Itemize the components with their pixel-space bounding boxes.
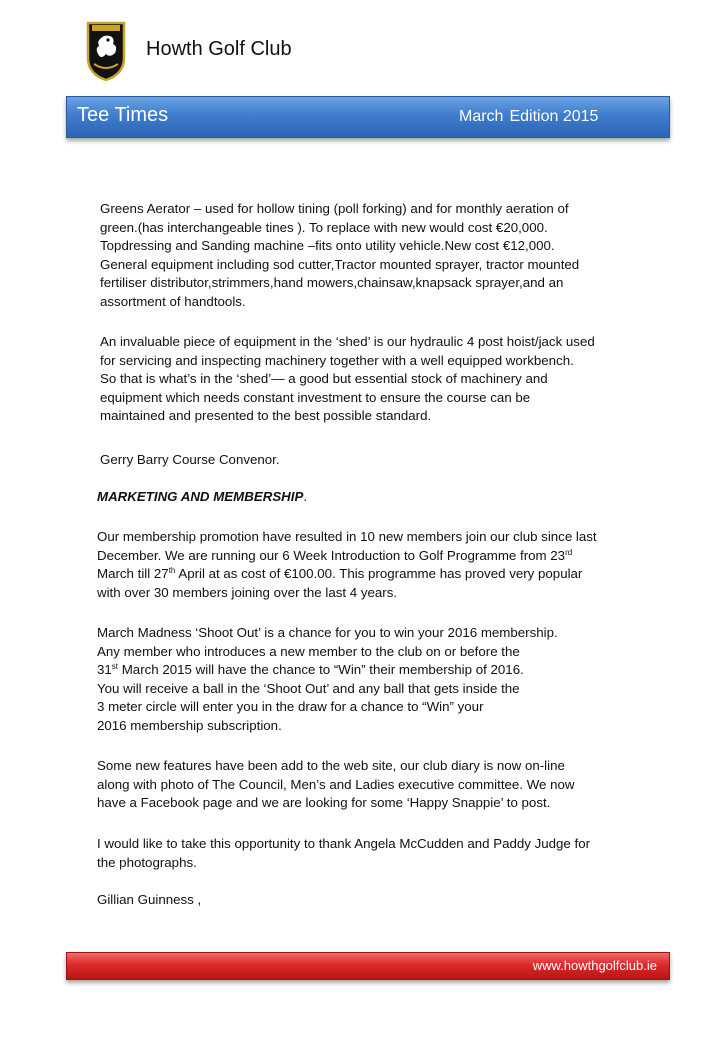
text-line: Any member who introduces a new member to the club on or before the xyxy=(97,643,520,659)
edition-month: March xyxy=(459,108,504,125)
text-line: along with photo of The Council, Men’s and Ladies executive committee. We now xyxy=(97,776,575,792)
heading-period: . xyxy=(303,489,308,504)
text-line: 2016 membership subscription. xyxy=(97,717,282,733)
text-line xyxy=(97,547,597,566)
text-line: March Madness ‘Shoot Out’ is a chance for you to win your 2016 membership. xyxy=(97,625,558,640)
thanks-paragraph xyxy=(97,835,590,872)
text-line: So that is what’s in the ‘shed’— a good but essential stock of machinery and xyxy=(100,371,548,386)
text-line: You will receive a ball in the ‘Shoot Out’ and any ball that gets inside the xyxy=(97,680,520,696)
marketing-heading xyxy=(97,488,307,507)
text-line: the photographs. xyxy=(97,854,197,870)
text-line: for servicing and inspecting machinery together with a well equipped workbench. xyxy=(100,352,574,368)
website-paragraph xyxy=(97,757,574,813)
text-line: with over 30 members joining over the last 4 years. xyxy=(97,584,398,600)
footer-banner xyxy=(66,952,670,980)
club-crest-logo xyxy=(84,20,128,82)
crest-icon xyxy=(84,20,128,82)
signature-text: Gillian Guinness , xyxy=(97,892,202,907)
text-line: General equipment including sod cutter,Tractor mounted sprayer, tractor mounted xyxy=(100,256,580,272)
text-span: March till 27 xyxy=(97,566,169,581)
text-line xyxy=(97,565,597,584)
text-line xyxy=(97,661,558,680)
text-line: equipment which needs constant investment to ensure the course can be xyxy=(100,389,531,405)
text-span: 31 xyxy=(97,662,112,677)
equipment-paragraph xyxy=(100,200,579,311)
text-line: have a Facebook page and we are looking for some ‘Happy Snappie’ to post. xyxy=(97,795,551,810)
ordinal-suffix: st xyxy=(111,662,119,671)
text-span: March 2015 will have the chance to “Win” their membership of 2016. xyxy=(118,662,524,677)
newsletter-title: Tee Times xyxy=(77,104,169,126)
text-line: Our membership promotion have resulted in 10 new members join our club since last xyxy=(97,529,597,544)
signature-text: Gerry Barry Course Convenor. xyxy=(100,452,280,467)
text-line: green.(has interchangeable tines ). To replace with new would cost €20,000. xyxy=(100,219,548,235)
text-line: maintained and presented to the best possible standard. xyxy=(100,408,432,423)
website-link[interactable]: www.howthgolfclub.ie xyxy=(532,958,657,973)
promotion-paragraph xyxy=(97,528,597,602)
ordinal-suffix: th xyxy=(168,566,176,575)
text-line: assortment of handtools. xyxy=(100,293,246,309)
section-heading: MARKETING AND MEMBERSHIP xyxy=(97,489,304,504)
title-banner xyxy=(66,96,670,138)
march-madness-paragraph xyxy=(97,624,558,735)
marketing-signature xyxy=(97,891,201,910)
text-line: Some new features have been add to the web site, our club diary is now on-line xyxy=(97,758,565,773)
text-line: 3 meter circle will enter you in the draw for a chance to “Win” your xyxy=(97,699,484,714)
ordinal-suffix: rd xyxy=(565,547,573,557)
text-line: An invaluable piece of equipment in the ‘shed’ is our hydraulic 4 post hoist/jack used xyxy=(100,334,595,349)
text-span: April at as cost of €100.00. This programme has proved very popular xyxy=(175,566,583,581)
club-name: Howth Golf Club xyxy=(146,38,292,60)
text-line: I would like to take this opportunity to thank Angela McCudden and Paddy Judge for xyxy=(97,836,591,851)
text-line: fertiliser distributor,strimmers,hand mowers,chainsaw,knapsack sprayer,and an xyxy=(100,275,564,290)
text-line: Greens Aerator – used for hollow tining (poll forking) and for monthly aeration of xyxy=(100,201,569,216)
text-line: Topdressing and Sanding machine –fits onto utility vehicle.New cost €12,000. xyxy=(100,238,555,253)
edition-year: Edition 2015 xyxy=(509,108,599,125)
shed-paragraph xyxy=(100,333,595,426)
course-convenor-signature xyxy=(100,451,280,470)
text-span: December. We are running our 6 Week Introduction to Golf Programme from 23 xyxy=(97,547,566,563)
edition-label xyxy=(459,108,604,126)
